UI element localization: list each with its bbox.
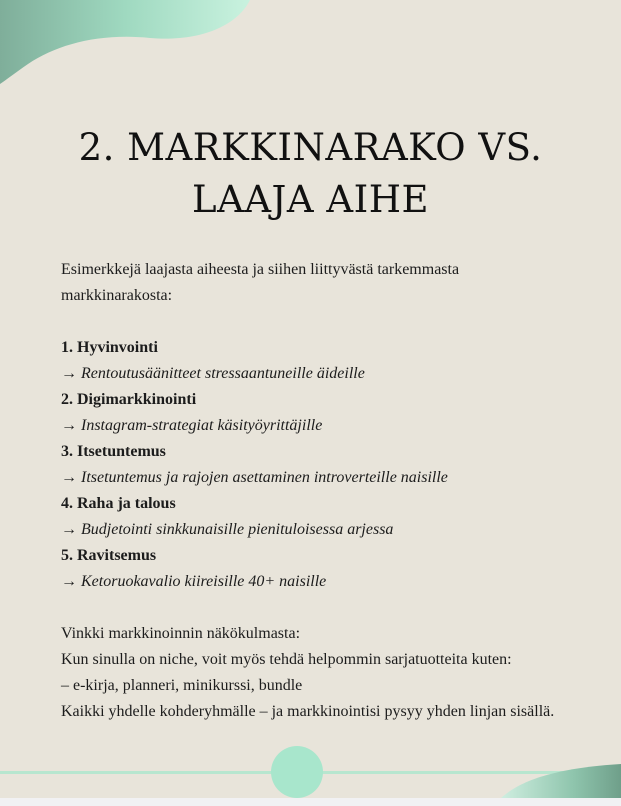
example-niche: → Budjetointi sinkkunaisille pienituloisessa arjessa <box>61 521 394 538</box>
decorative-circle <box>271 746 323 798</box>
decorative-wave-bottom-right <box>501 758 621 798</box>
title-line-2: LAAJA AIHE <box>192 178 429 221</box>
tip-line: Kun sinulla on niche, voit myös tehdä helpommin sarjatuotteita kuten: <box>61 651 512 668</box>
example-heading: 5. Ravitsemus <box>61 547 157 564</box>
example-niche: → Itsetuntemus ja rajojen asettaminen introverteille naisille <box>61 469 448 486</box>
example-niche: → Ketoruokavalio kiireisille 40+ naisille <box>61 573 327 590</box>
example-heading: 4. Raha ja talous <box>61 495 176 512</box>
tip-line: Kaikki yhdelle kohderyhmälle – ja markkinointisi pysyy yhden linjan sisällä. <box>61 703 555 720</box>
example-niche: → Instagram-strategiat käsityöyrittäjille <box>61 417 323 434</box>
example-heading: 1. Hyvinvointi <box>61 339 158 356</box>
decorative-wave-top-left <box>0 0 260 90</box>
marketing-tip <box>61 621 561 725</box>
intro-paragraph: Esimerkkejä laajasta aiheesta ja siihen liittyvästä tarkemmasta markkinarakosta: <box>61 261 460 304</box>
example-niche: → Rentoutusäänitteet stressaantuneille äideille <box>61 365 365 382</box>
tip-label: Vinkki markkinoinnin näkökulmasta: <box>61 625 301 642</box>
page-title <box>0 122 621 226</box>
tip-line: – e-kirja, planneri, minikurssi, bundle <box>61 677 303 694</box>
body-text <box>61 257 561 725</box>
example-heading: 3. Itsetuntemus <box>61 443 166 460</box>
example-list <box>61 335 561 595</box>
title-line-1: 2. MARKKINARAKO VS. <box>78 126 543 169</box>
example-heading: 2. Digimarkkinointi <box>61 391 197 408</box>
